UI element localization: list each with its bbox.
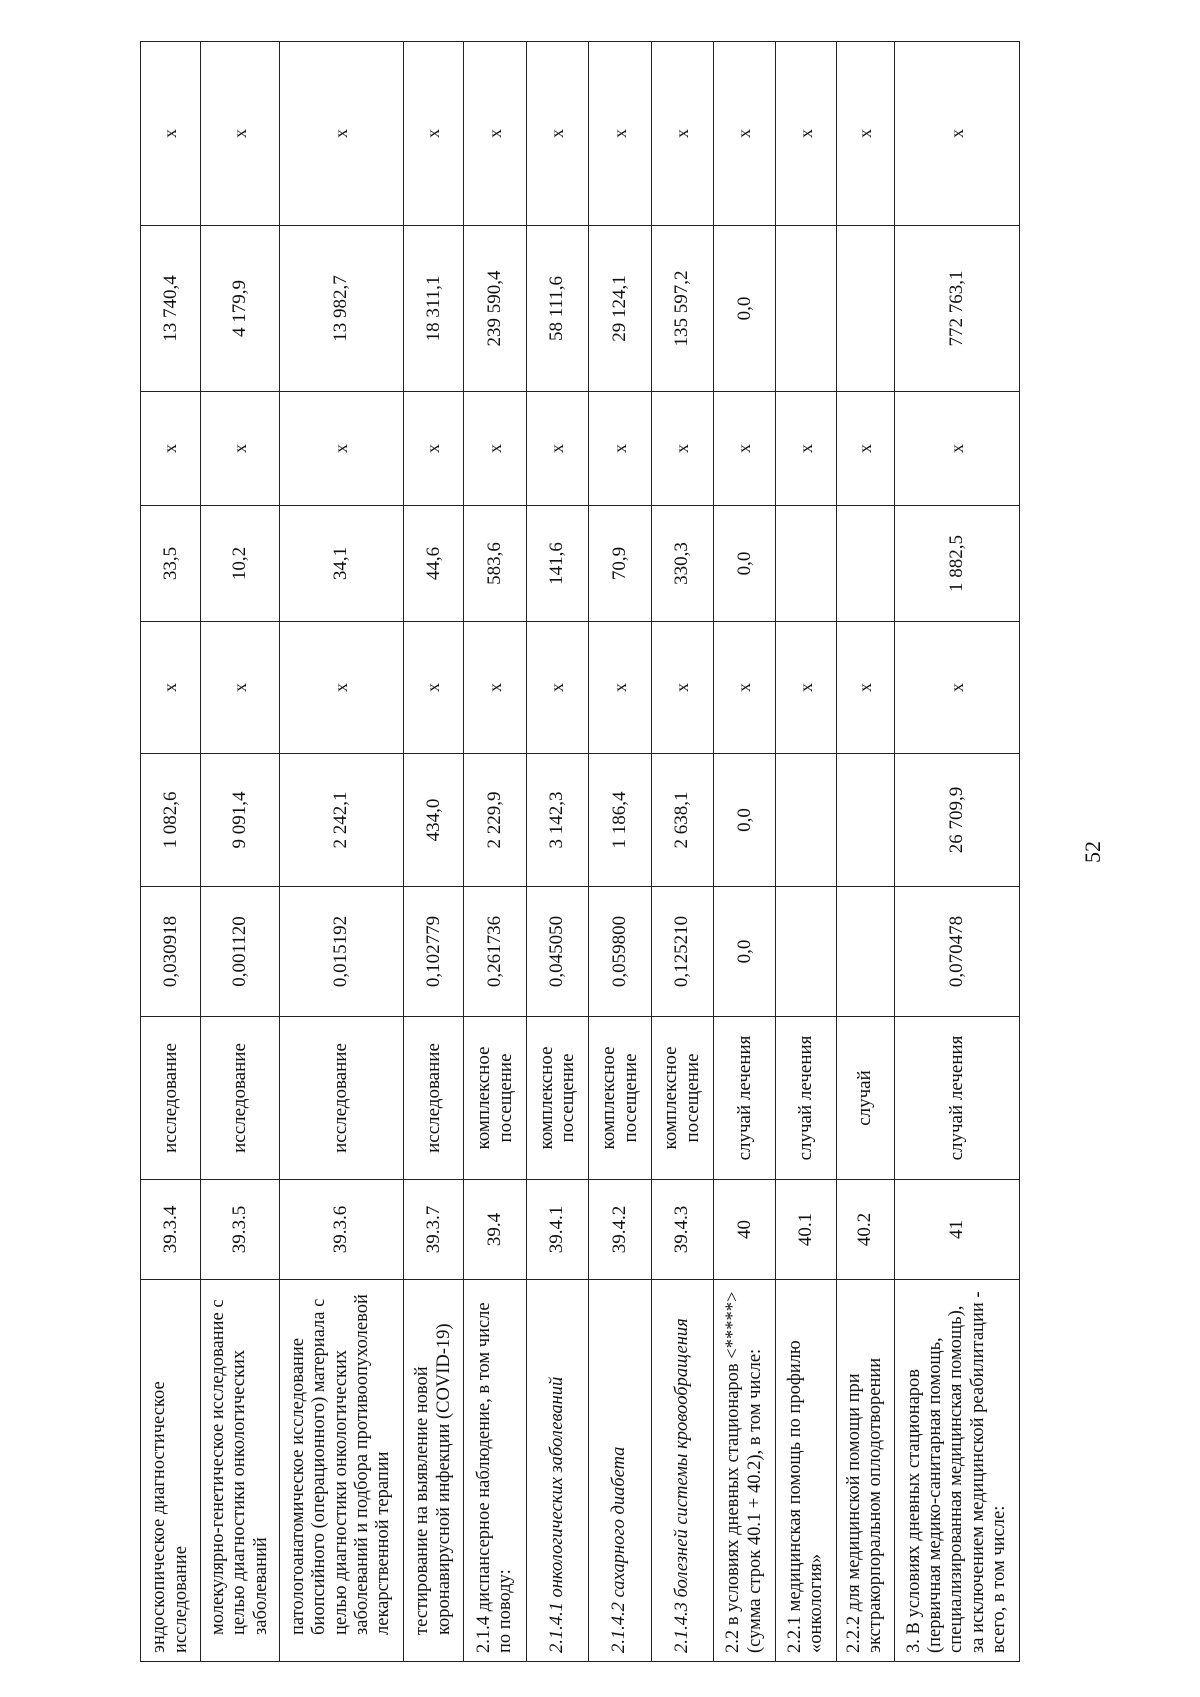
unit-cell: комплексное посещение xyxy=(464,1017,526,1180)
row-code: 39.3.6 xyxy=(279,1180,403,1280)
cell-v7: х xyxy=(141,42,201,226)
cell-v1: 0,001120 xyxy=(201,887,279,1017)
unit-cell: исследование xyxy=(141,1017,201,1180)
cell-v5: х xyxy=(589,392,651,506)
row-label: молекулярно-генетическое исследование с целью диагностики онкологических заболеваний xyxy=(201,1280,279,1662)
cell-v6: 13 982,7 xyxy=(279,226,403,392)
cell-v7: х xyxy=(836,42,894,226)
cell-v7: х xyxy=(651,42,713,226)
row-code: 39.4.1 xyxy=(526,1180,588,1280)
cell-v3: х xyxy=(141,622,201,754)
row-code: 40 xyxy=(714,1180,776,1280)
unit-cell: исследование xyxy=(279,1017,403,1180)
cell-v3: х xyxy=(403,622,463,754)
cell-v7: х xyxy=(201,42,279,226)
row-code: 41 xyxy=(894,1180,1019,1280)
cell-v2: 2 638,1 xyxy=(651,754,713,887)
cell-v4: 70,9 xyxy=(589,506,651,622)
row-code: 40.2 xyxy=(836,1180,894,1280)
rotated-page xyxy=(140,42,1020,1662)
cell-v3: х xyxy=(836,622,894,754)
table-row xyxy=(141,42,201,1662)
row-label: 2.1.4.3 болезней системы кровообращения xyxy=(651,1280,713,1662)
cell-v5: х xyxy=(651,392,713,506)
cell-v7: х xyxy=(714,42,776,226)
row-code: 39.3.7 xyxy=(403,1180,463,1280)
row-label: 2.2.1 медицинская помощь по профилю «онкология» xyxy=(776,1280,836,1662)
cell-v3: х xyxy=(894,622,1019,754)
cell-v5: х xyxy=(279,392,403,506)
unit-cell: комплексное посещение xyxy=(589,1017,651,1180)
cell-v6: 135 597,2 xyxy=(651,226,713,392)
row-label: 2.1.4.2 сахарного диабета xyxy=(589,1280,651,1662)
cell-v6: 13 740,4 xyxy=(141,226,201,392)
cell-v5: х xyxy=(141,392,201,506)
cell-v6: 0,0 xyxy=(714,226,776,392)
cell-v5: х xyxy=(464,392,526,506)
cell-v1 xyxy=(836,887,894,1017)
cell-v4: 34,1 xyxy=(279,506,403,622)
table-row xyxy=(403,42,463,1662)
cell-v6: 239 590,4 xyxy=(464,226,526,392)
unit-cell: исследование xyxy=(403,1017,463,1180)
cell-v7: х xyxy=(589,42,651,226)
cell-v3: х xyxy=(526,622,588,754)
cell-v6: 18 311,1 xyxy=(403,226,463,392)
cell-v4: 33,5 xyxy=(141,506,201,622)
cell-v7: х xyxy=(403,42,463,226)
table-row xyxy=(279,42,403,1662)
cell-v3: х xyxy=(201,622,279,754)
cell-v1: 0,070478 xyxy=(894,887,1019,1017)
unit-cell: случай лечения xyxy=(776,1017,836,1180)
cell-v1: 0,059800 xyxy=(589,887,651,1017)
table-row xyxy=(714,42,776,1662)
cell-v1: 0,261736 xyxy=(464,887,526,1017)
cell-v5: х xyxy=(836,392,894,506)
table-row xyxy=(201,42,279,1662)
row-code: 39.4.3 xyxy=(651,1180,713,1280)
cell-v6: 58 111,6 xyxy=(526,226,588,392)
row-label: 2.1.4.1 онкологических заболеваний xyxy=(526,1280,588,1662)
cell-v1: 0,015192 xyxy=(279,887,403,1017)
row-label: 2.1.4 диспансерное наблюдение, в том числе по поводу: xyxy=(464,1280,526,1662)
cell-v7: х xyxy=(279,42,403,226)
table-row xyxy=(589,42,651,1662)
cell-v1: 0,0 xyxy=(714,887,776,1017)
row-code: 39.3.4 xyxy=(141,1180,201,1280)
cell-v2: 2 229,9 xyxy=(464,754,526,887)
cell-v6 xyxy=(836,226,894,392)
cell-v4: 141,6 xyxy=(526,506,588,622)
table-row xyxy=(651,42,713,1662)
cell-v3: х xyxy=(279,622,403,754)
page-number: 52 xyxy=(1080,841,1105,863)
table-row xyxy=(894,42,1019,1662)
cell-v2: 3 142,3 xyxy=(526,754,588,887)
row-label: 3. В условиях дневных стационаров (первичная медико-санитарная помощь, специализированная медицинская помощь), за исключением медицинской реабилитации - всего, в том числе: xyxy=(894,1280,1019,1662)
cell-v5: х xyxy=(894,392,1019,506)
cell-v5: х xyxy=(776,392,836,506)
row-label: тестирование на выявление новой коронавирусной инфекции (COVID-19) xyxy=(403,1280,463,1662)
cell-v2: 26 709,9 xyxy=(894,754,1019,887)
cell-v6: 4 179,9 xyxy=(201,226,279,392)
unit-cell: комплексное посещение xyxy=(526,1017,588,1180)
cell-v5: х xyxy=(201,392,279,506)
cell-v7: х xyxy=(894,42,1019,226)
cell-v1 xyxy=(776,887,836,1017)
cell-v4: 583,6 xyxy=(464,506,526,622)
cell-v2: 434,0 xyxy=(403,754,463,887)
row-code: 39.3.5 xyxy=(201,1180,279,1280)
cell-v5: х xyxy=(526,392,588,506)
cell-v4 xyxy=(776,506,836,622)
cell-v6: 29 124,1 xyxy=(589,226,651,392)
cell-v7: х xyxy=(464,42,526,226)
cell-v4: 44,6 xyxy=(403,506,463,622)
cell-v2: 1 186,4 xyxy=(589,754,651,887)
cell-v3: х xyxy=(776,622,836,754)
cell-v2 xyxy=(776,754,836,887)
unit-cell: случай лечения xyxy=(894,1017,1019,1180)
row-label: 2.2 в условиях дневных стационаров <*****> (сумма строк 40.1 + 40.2), в том числе: xyxy=(714,1280,776,1662)
row-code: 40.1 xyxy=(776,1180,836,1280)
cell-v6 xyxy=(776,226,836,392)
cell-v2: 2 242,1 xyxy=(279,754,403,887)
cell-v2 xyxy=(836,754,894,887)
row-code: 39.4.2 xyxy=(589,1180,651,1280)
unit-cell: комплексное посещение xyxy=(651,1017,713,1180)
cell-v4: 330,3 xyxy=(651,506,713,622)
table-row xyxy=(836,42,894,1662)
cell-v1: 0,102779 xyxy=(403,887,463,1017)
unit-cell: случай xyxy=(836,1017,894,1180)
cell-v1: 0,045050 xyxy=(526,887,588,1017)
cell-v7: х xyxy=(776,42,836,226)
cell-v1: 0,030918 xyxy=(141,887,201,1017)
cell-v3: х xyxy=(714,622,776,754)
row-label: 2.2.2 для медицинской помощи при экстракорпоральном оплодотворении xyxy=(836,1280,894,1662)
cell-v7: х xyxy=(526,42,588,226)
cell-v4: 0,0 xyxy=(714,506,776,622)
table-row xyxy=(526,42,588,1662)
unit-cell: исследование xyxy=(201,1017,279,1180)
unit-cell: случай лечения xyxy=(714,1017,776,1180)
cell-v4: 10,2 xyxy=(201,506,279,622)
row-label: патологоанатомическое исследование биопсийного (операционного) материала с целью диагностики онкологических заболеваний и подбора противоопухолевой лекарственной терапии xyxy=(279,1280,403,1662)
cell-v2: 0,0 xyxy=(714,754,776,887)
cell-v2: 9 091,4 xyxy=(201,754,279,887)
cell-v3: х xyxy=(651,622,713,754)
cell-v4: 1 882,5 xyxy=(894,506,1019,622)
cell-v5: х xyxy=(403,392,463,506)
cell-v4 xyxy=(836,506,894,622)
financing-table xyxy=(140,41,1020,1662)
cell-v2: 1 082,6 xyxy=(141,754,201,887)
cell-v1: 0,125210 xyxy=(651,887,713,1017)
cell-v3: х xyxy=(464,622,526,754)
cell-v6: 772 763,1 xyxy=(894,226,1019,392)
cell-v5: х xyxy=(714,392,776,506)
table-row xyxy=(464,42,526,1662)
row-label: эндоскопическое диагностическое исследование xyxy=(141,1280,201,1662)
table-row xyxy=(776,42,836,1662)
cell-v3: х xyxy=(589,622,651,754)
row-code: 39.4 xyxy=(464,1180,526,1280)
